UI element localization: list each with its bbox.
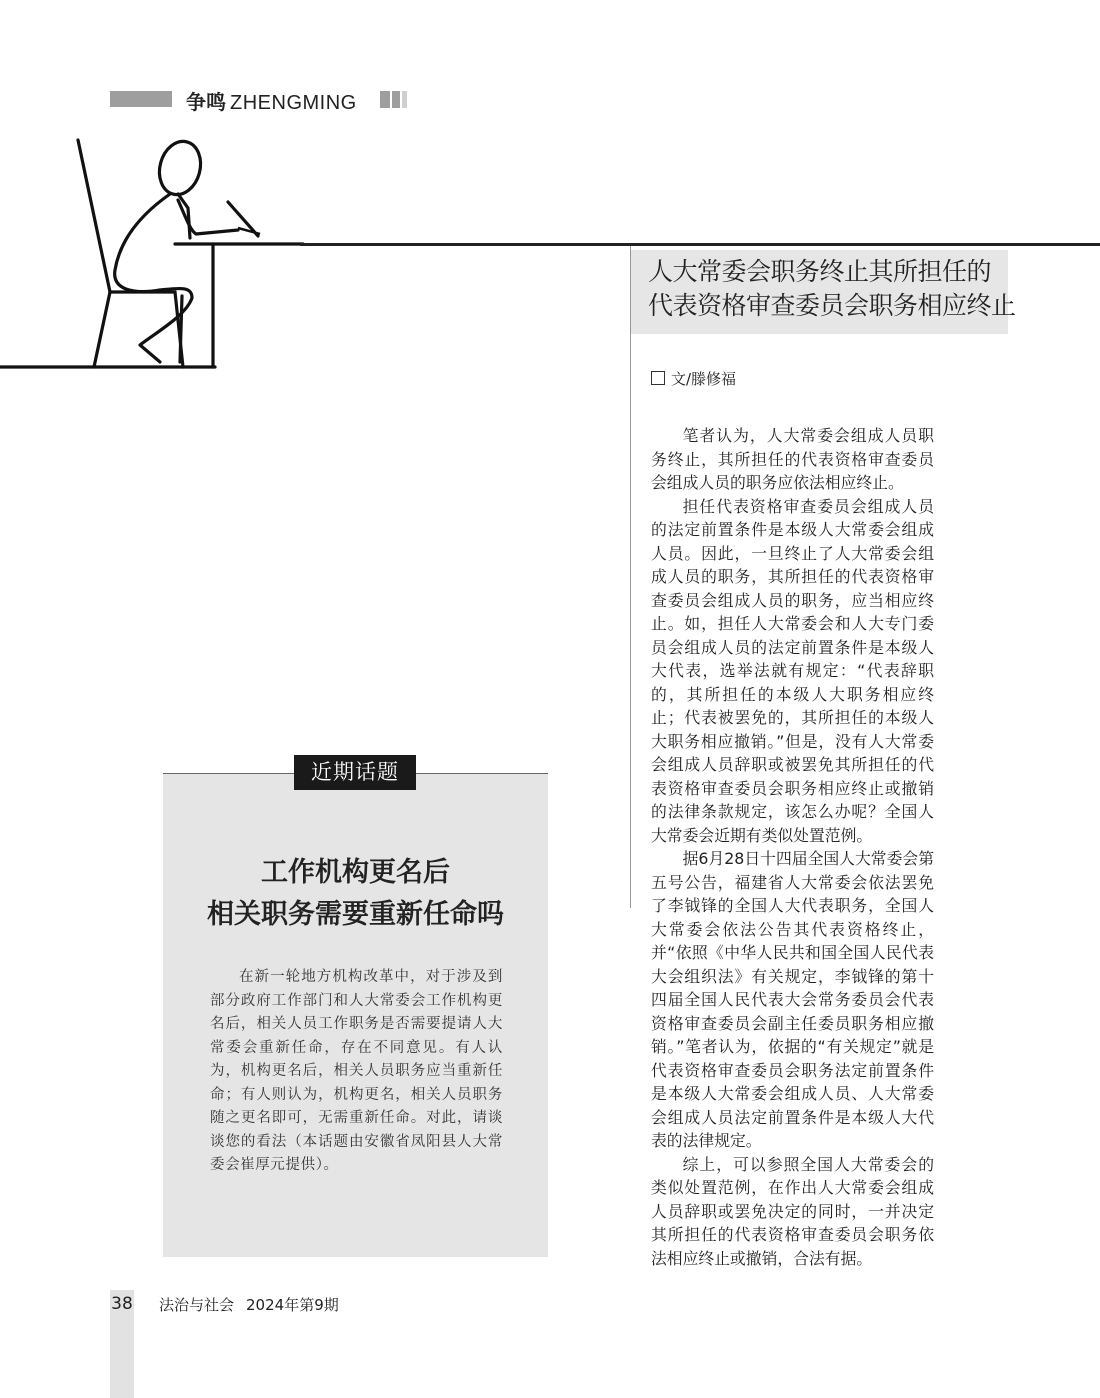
topic-title-line-2: 相关职务需要重新任命吗	[207, 899, 504, 930]
topic-title	[163, 852, 548, 936]
topic-paragraph: 在新一轮地方机构改革中，对于涉及到部分政府工作部门和人大常委会工作机构更名后，相关人员工作职务是否需要提请人大常委会重新任命，存在不同意见。有人认为，机构更名后，相关人员职务应当重新任命；有人则认为，机构更名，相关人员职务随之更名即可，无需重新任命。对此，请谈谈您的看法（本话题由安徽省凤阳县人大常委会崔厚元提供）。	[210, 969, 503, 1173]
page-number: 38	[111, 1294, 133, 1314]
article-title-line-1: 人大常委会职务终止其所担任的	[648, 257, 992, 286]
article-title	[648, 255, 1018, 323]
column-divider	[630, 246, 631, 908]
article-body	[651, 424, 934, 1270]
article-paragraph: 笔者认为，人大常委会组成人员职务终止，其所担任的代表资格审查委员会组成人员的职务应依法相应终止。	[651, 426, 934, 492]
article-title-line-2: 代表资格审查委员会职务相应终止	[648, 291, 1016, 320]
writing-person-illustration	[0, 130, 320, 375]
header-end-marks	[380, 91, 410, 108]
journal-issue: 2024年第9期	[246, 1296, 339, 1314]
topic-description	[210, 966, 503, 1178]
square-marker-icon	[651, 371, 665, 385]
column-name-en: ZHENGMING	[230, 92, 357, 114]
article-paragraph: 担任代表资格审查委员会组成人员的法定前置条件是本级人大常委会组成人员。因此，一旦终止了人大常委会组成人员的职务，其所担任的代表资格审查委员会组成人员的职务，应当相应终止。如，担任人大常委会和人大专门委员会组成人员的法定前置条件是本级人大代表，选举法就有规定：“代表辞职的，其所担任的本级人大职务相应终止；代表被罢免的，其所担任的本级人大职务相应撤销。”但是，没有人大常委会组成人员辞职或被罢免其所担任的代表资格审查委员会职务相应终止或撤销的法律条款规定，该怎么办呢？全国人大常委会近期有类似处置范例。	[651, 496, 934, 845]
topic-title-line-1: 工作机构更名后	[261, 857, 450, 888]
journal-name: 法治与社会	[159, 1296, 235, 1314]
header-gray-bar	[110, 91, 172, 107]
topic-label: 近期话题	[294, 755, 416, 790]
byline-text: 文/滕修福	[671, 370, 737, 388]
column-name-cn: 争鸣	[186, 90, 226, 114]
column-header	[186, 86, 357, 115]
journal-info	[159, 1294, 339, 1315]
horizontal-rule	[300, 243, 1100, 246]
article-paragraph: 据6月28日十四届全国人大常委会第五号公告，福建省人大常委会依法罢免了李钺锋的全国人大代表职务，全国人大常委会依法公告其代表资格终止，并“依照《中华人民共和国全国人民代表大会组织法》有关规定，李钺锋的第十四届全国人民代表大会常务委员会代表资格审查委员会副主任委员职务相应撤销。”笔者认为，依据的“有关规定”就是代表资格审查委员会职务法定前置条件是本级人大常委会组成人员、人大常委会组成人员法定前置条件是本级人大代表的法律规定。	[651, 849, 934, 1150]
article-paragraph: 综上，可以参照全国人大常委会的类似处置范例，在作出人大常委会组成人员辞职或罢免决定的同时，一并决定其所担任的代表资格审查委员会职务依法相应终止或撤销，合法有据。	[651, 1154, 934, 1268]
byline	[651, 368, 736, 389]
